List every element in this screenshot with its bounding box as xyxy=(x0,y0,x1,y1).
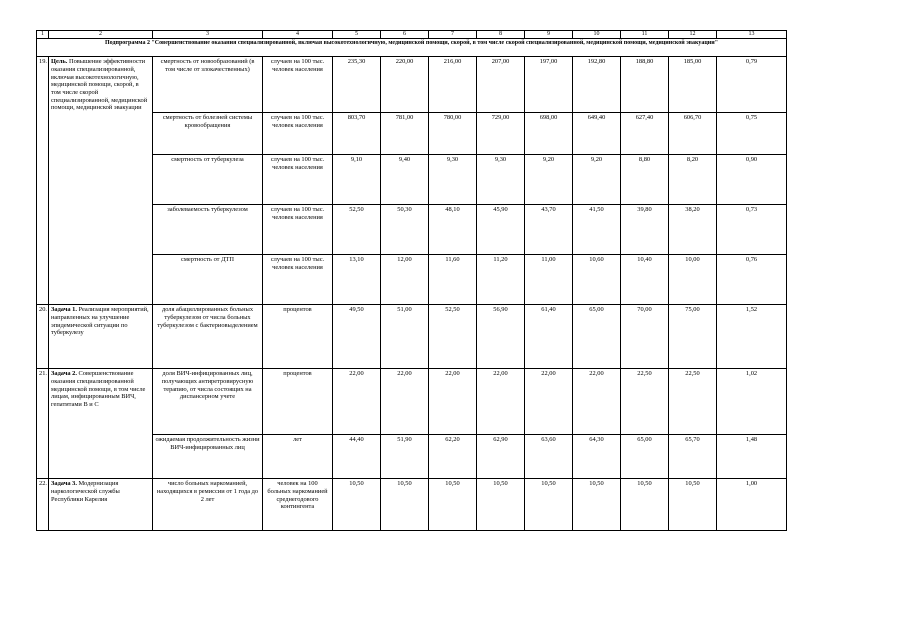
indicator-value: 235,30 xyxy=(333,57,381,113)
indicator-name: число больных наркоманией, находящихся в ремиссии от 1 года до 2 лет xyxy=(153,479,263,531)
indicator-value: 48,10 xyxy=(429,205,477,255)
indicator-value: 11,20 xyxy=(477,255,525,305)
indicator-value: 45,90 xyxy=(477,205,525,255)
indicator-value: 51,00 xyxy=(381,305,429,369)
row-number: 22. xyxy=(37,479,49,531)
indicator-value: 75,00 xyxy=(669,305,717,369)
indicator-value: 22,00 xyxy=(477,369,525,435)
indicator-value: 9,40 xyxy=(381,155,429,205)
indicator-unit: случаев на 100 тыс. человек населения xyxy=(263,113,333,155)
column-number: 5 xyxy=(333,31,381,39)
indicator-value: 51,90 xyxy=(381,435,429,479)
indicator-value: 8,20 xyxy=(669,155,717,205)
indicator-value: 10,50 xyxy=(669,479,717,531)
column-number: 11 xyxy=(621,31,669,39)
indicator-value: 185,00 xyxy=(669,57,717,113)
goal-label: Цель. xyxy=(51,58,68,66)
column-number: 12 xyxy=(669,31,717,39)
indicator-value: 781,00 xyxy=(381,113,429,155)
column-number: 6 xyxy=(381,31,429,39)
indicator-value: 62,90 xyxy=(477,435,525,479)
indicator-value: 10,50 xyxy=(573,479,621,531)
indicator-ratio: 1,00 xyxy=(717,479,787,531)
column-number: 13 xyxy=(717,31,787,39)
indicator-value: 38,20 xyxy=(669,205,717,255)
indicator-unit: случаев на 100 тыс. человек населения xyxy=(263,255,333,305)
indicator-value: 9,30 xyxy=(429,155,477,205)
indicator-unit: случаев на 100 тыс. человек населения xyxy=(263,205,333,255)
indicator-value: 63,60 xyxy=(525,435,573,479)
indicator-name: смертность от новообразований (в том числе от злокачественных) xyxy=(153,57,263,113)
goal-label: Задача 3. xyxy=(51,480,77,488)
indicator-value: 606,70 xyxy=(669,113,717,155)
indicator-value: 627,40 xyxy=(621,113,669,155)
indicator-value: 10,50 xyxy=(621,479,669,531)
indicator-value: 11,60 xyxy=(429,255,477,305)
goal-text: Модернизация наркологической службы Республики Карелия xyxy=(51,480,120,503)
column-number: 1 xyxy=(37,31,49,39)
column-number: 9 xyxy=(525,31,573,39)
indicator-value: 780,00 xyxy=(429,113,477,155)
column-number: 2 xyxy=(49,31,153,39)
goal-label: Задача 2. xyxy=(51,370,77,378)
indicator-value: 65,00 xyxy=(621,435,669,479)
indicator-value: 65,00 xyxy=(573,305,621,369)
subprogram-row xyxy=(37,39,787,57)
indicator-name: доля абациллированных больных туберкулезом от числа больных туберкулезом с бактериовыделением xyxy=(153,305,263,369)
indicator-value: 9,10 xyxy=(333,155,381,205)
indicator-value: 8,80 xyxy=(621,155,669,205)
indicator-value: 22,50 xyxy=(669,369,717,435)
indicator-ratio: 0,73 xyxy=(717,205,787,255)
column-number: 8 xyxy=(477,31,525,39)
indicator-value: 10,50 xyxy=(429,479,477,531)
indicator-value: 70,00 xyxy=(621,305,669,369)
indicator-name: смертность от ДТП xyxy=(153,255,263,305)
indicator-name: заболеваемость туберкулезом xyxy=(153,205,263,255)
subprogram-title: Подпрограмма 2 "Совершенствование оказания специализированной, включая высокотехнологичную, медицинской помощи, скорой, в том числе скорой специализированной, медицинской помощи, медицинской эвакуации" xyxy=(37,39,787,57)
indicator-value: 197,00 xyxy=(525,57,573,113)
indicator-name: смертность от туберкулеза xyxy=(153,155,263,205)
indicator-ratio: 0,79 xyxy=(717,57,787,113)
indicator-ratio: 0,90 xyxy=(717,155,787,205)
indicator-unit: случаев на 100 тыс. человек населения xyxy=(263,155,333,205)
indicator-value: 11,00 xyxy=(525,255,573,305)
indicator-value: 22,00 xyxy=(381,369,429,435)
indicator-value: 10,50 xyxy=(381,479,429,531)
indicator-value: 64,30 xyxy=(573,435,621,479)
goal-cell xyxy=(49,369,153,479)
goal-cell xyxy=(49,305,153,369)
indicator-value: 62,20 xyxy=(429,435,477,479)
indicator-value: 50,30 xyxy=(381,205,429,255)
indicator-value: 22,00 xyxy=(429,369,477,435)
indicator-value: 220,00 xyxy=(381,57,429,113)
indicator-ratio: 0,75 xyxy=(717,113,787,155)
indicator-ratio: 0,76 xyxy=(717,255,787,305)
indicator-value: 10,50 xyxy=(333,479,381,531)
indicator-value: 22,50 xyxy=(621,369,669,435)
indicator-unit: человек на 100 больных наркоманией среднегодового контингента xyxy=(263,479,333,531)
indicator-value: 216,00 xyxy=(429,57,477,113)
indicator-ratio: 1,48 xyxy=(717,435,787,479)
row-number: 21. xyxy=(37,369,49,479)
indicator-name: доля ВИЧ-инфицированных лиц, получающих антиретровирусную терапию, от числа состоящих на диспансерном учете xyxy=(153,369,263,435)
table-row xyxy=(37,57,787,113)
indicator-value: 10,50 xyxy=(525,479,573,531)
indicator-value: 22,00 xyxy=(573,369,621,435)
row-number: 20. xyxy=(37,305,49,369)
indicator-value: 698,00 xyxy=(525,113,573,155)
indicator-value: 22,00 xyxy=(525,369,573,435)
indicator-unit: процентов xyxy=(263,369,333,435)
indicator-ratio: 1,02 xyxy=(717,369,787,435)
indicator-value: 39,80 xyxy=(621,205,669,255)
column-number: 4 xyxy=(263,31,333,39)
indicator-value: 207,00 xyxy=(477,57,525,113)
goal-cell xyxy=(49,479,153,531)
indicator-value: 9,20 xyxy=(573,155,621,205)
row-number: 19. xyxy=(37,57,49,305)
goal-cell xyxy=(49,57,153,305)
indicators-table xyxy=(36,30,787,531)
indicator-value: 12,00 xyxy=(381,255,429,305)
indicator-value: 729,00 xyxy=(477,113,525,155)
column-number: 3 xyxy=(153,31,263,39)
table-row xyxy=(37,479,787,531)
goal-label: Задача 1. xyxy=(51,306,77,314)
indicator-value: 9,30 xyxy=(477,155,525,205)
indicator-value: 10,60 xyxy=(573,255,621,305)
indicator-value: 10,50 xyxy=(477,479,525,531)
indicator-value: 41,50 xyxy=(573,205,621,255)
indicator-value: 10,00 xyxy=(669,255,717,305)
indicator-value: 44,40 xyxy=(333,435,381,479)
indicator-value: 10,40 xyxy=(621,255,669,305)
column-number: 10 xyxy=(573,31,621,39)
indicator-value: 649,40 xyxy=(573,113,621,155)
indicator-value: 188,80 xyxy=(621,57,669,113)
table-row xyxy=(37,369,787,435)
indicator-value: 52,50 xyxy=(333,205,381,255)
indicator-value: 65,70 xyxy=(669,435,717,479)
indicator-value: 52,50 xyxy=(429,305,477,369)
indicator-value: 9,20 xyxy=(525,155,573,205)
indicator-value: 61,40 xyxy=(525,305,573,369)
indicator-value: 192,80 xyxy=(573,57,621,113)
indicator-value: 49,50 xyxy=(333,305,381,369)
indicator-ratio: 1,52 xyxy=(717,305,787,369)
goal-text: Повышение эффективности оказания специализированной, включая высокотехнологичную, медицинской помощи, скорой, в том числе скорой специализированной, медицинской помощи, медицинской эвакуации xyxy=(51,58,148,112)
goal-text: Совершенствование оказания специализированной медицинской помощи, в том числе лицам, инфицированным ВИЧ, гепатитами В и С xyxy=(51,370,146,408)
indicator-unit: лет xyxy=(263,435,333,479)
indicator-unit: процентов xyxy=(263,305,333,369)
indicator-value: 56,90 xyxy=(477,305,525,369)
column-number-row xyxy=(37,31,787,39)
indicator-value: 43,70 xyxy=(525,205,573,255)
indicator-value: 22,00 xyxy=(333,369,381,435)
indicator-value: 13,10 xyxy=(333,255,381,305)
goal-text: Реализация мероприятий, направленных на улучшение эпидемической ситуации по туберкулезу xyxy=(51,306,149,337)
indicator-name: смертность от болезней системы кровообращения xyxy=(153,113,263,155)
indicator-name: ожидаемая продолжительность жизни ВИЧ-инфицированных лиц xyxy=(153,435,263,479)
table-row xyxy=(37,305,787,369)
indicator-value: 803,70 xyxy=(333,113,381,155)
indicator-unit: случаев на 100 тыс. человек населения xyxy=(263,57,333,113)
column-number: 7 xyxy=(429,31,477,39)
